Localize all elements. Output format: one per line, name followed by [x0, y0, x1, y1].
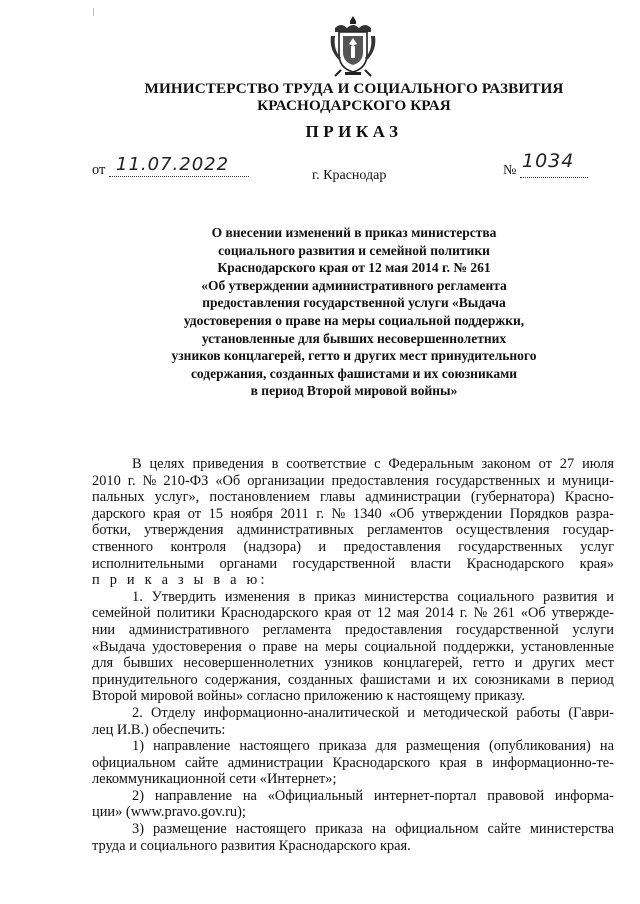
- date-underline: [109, 176, 249, 177]
- body-line: ботки, утверждения административных регламентов осуществления государ-: [92, 522, 614, 539]
- body-line: 3) размещение настоящего приказа на официальном сайте министерства: [132, 821, 614, 838]
- body-line: 2) направление на «Официальный интернет-портал правовой информа-: [132, 787, 614, 804]
- city: г. Краснодар: [312, 168, 387, 183]
- body-line: п р и к а з ы в а ю:: [92, 572, 268, 589]
- number-label: №: [503, 163, 517, 178]
- number-underline: [520, 177, 588, 178]
- ministry-line-2: КРАСНОДАРСКОГО КРАЯ: [257, 97, 451, 114]
- body-line: 2. Отделу информационно-аналитической и методической работы (Гаври-: [132, 704, 614, 721]
- ministry-name: [80, 80, 628, 114]
- title-line: содержания, созданных фашистами и их союзниками: [190, 365, 518, 381]
- order-title: [150, 224, 558, 400]
- body-line: 1. Утвердить изменения в приказ министерства социального развития и: [132, 588, 614, 605]
- title-line: социального развития и семейной политики: [218, 242, 490, 258]
- order-body: [92, 456, 614, 854]
- body-line: лекоммуникационной сети «Интернет»;: [92, 771, 337, 788]
- body-line: ции» (www.pravo.gov.ru);: [92, 804, 246, 821]
- title-line: «Об утверждении административного регламента: [201, 277, 507, 293]
- date-label: от: [92, 162, 106, 178]
- body-line: для бывших несовершеннолетних узников концлагерей, гетто и других мест: [92, 655, 614, 672]
- body-line: нии административного регламента предоставления государственной услуги: [92, 621, 614, 638]
- body-line: Второй мировой войны» согласно приложению к настоящему приказу.: [92, 688, 526, 705]
- body-line: дарского края от 15 ноября 2011 г. № 1340 «Об утверждении Порядков разра-: [92, 505, 614, 522]
- ministry-line-1: МИНИСТЕРСТВО ТРУДА И СОЦИАЛЬНОГО РАЗВИТИЯ: [144, 80, 564, 97]
- handwritten-date: 11.07.2022: [116, 154, 230, 175]
- title-line: Краснодарского края от 12 мая 2014 г. № 261: [217, 260, 491, 276]
- title-line: О внесении изменений в приказ министерства: [211, 225, 497, 240]
- document-type: ПРИКАЗ: [305, 122, 403, 141]
- body-line: 1) направление настоящего приказа для размещения (опубликования) на: [132, 738, 614, 755]
- title-line: узников концлагерей, гетто и других мест принудительного: [171, 348, 537, 364]
- title-line: предоставления государственной услуги «Выдача: [202, 295, 506, 311]
- handwritten-number: 1034: [522, 150, 575, 172]
- title-line: в период Второй мировой войны»: [250, 383, 458, 399]
- body-line: ственного контроля (надзора) и предоставления государственных услуг: [92, 538, 614, 555]
- krasnodar-coat-of-arms-icon: [329, 14, 377, 78]
- body-line: официальном сайте администрации Краснодарского края в информационно-те-: [92, 754, 614, 771]
- body-line: В целях приведения в соответствие с Федеральным законом от 27 июля: [132, 456, 614, 472]
- title-line: установленные для бывших несовершеннолетних: [201, 330, 507, 346]
- body-line: 2010 г. № 210-ФЗ «Об организации предоставления государственных и муници-: [92, 472, 614, 489]
- scan-mark: [93, 8, 94, 16]
- body-line: лец И.В.) обеспечить:: [92, 721, 226, 738]
- body-line: пальных услуг», постановлением главы администрации (губернатора) Красно-: [92, 489, 614, 506]
- body-line: семейной политики Краснодарского края от 12 мая 2014 г. № 261 «Об утвержде-: [92, 605, 614, 622]
- body-line: труда и социального развития Краснодарского края.: [92, 837, 411, 854]
- body-line: исполнительными органами государственной власти Краснодарского края»: [92, 555, 614, 572]
- body-line: «Выдача удостоверения о праве на меры социальной поддержки, установленные: [92, 638, 614, 655]
- body-line: принудительного содержания, созданных фашистами и их союзниками в период: [92, 671, 614, 688]
- title-line: удостоверения о праве на меры социальной поддержки,: [183, 312, 525, 328]
